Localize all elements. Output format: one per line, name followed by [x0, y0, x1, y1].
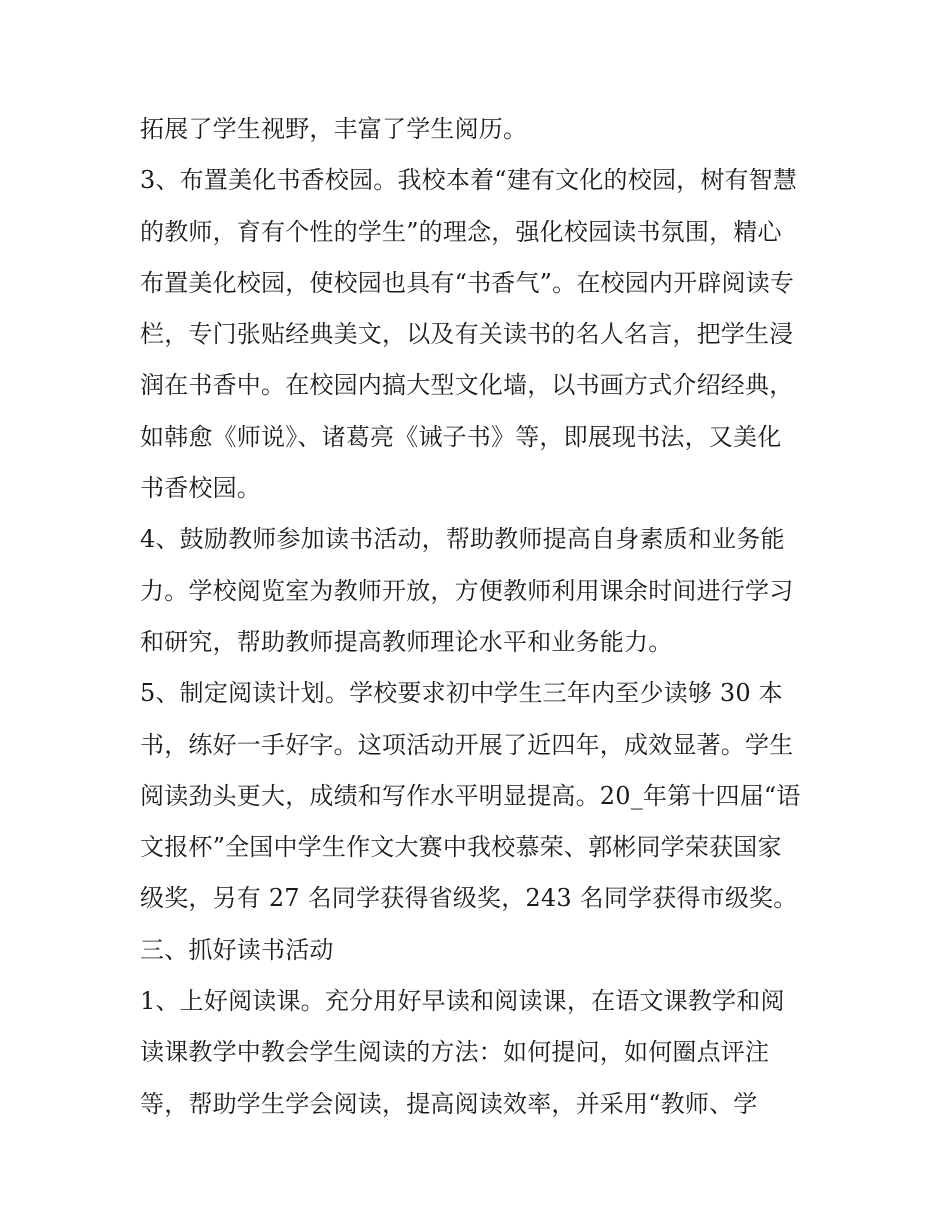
text-line: 栏，专门张贴经典美文，以及有关读书的名人名言，把学生浸 — [140, 320, 794, 349]
text-line: 等，帮助学生学会阅读，提高阅读效率，并采用“教师、学 — [140, 1089, 758, 1118]
text-line: 布置美化校园，使校园也具有“书香气”。在校园内开辟阅读专 — [140, 268, 795, 297]
section-heading: 三、抓好读书活动 — [140, 935, 334, 964]
text-line: 润在书香中。在校园内搞大型文化墙，以书画方式介绍经典， — [140, 371, 794, 400]
text-line: 书，练好一手好字。这项活动开展了近四年，成效显著。学生 — [140, 730, 794, 759]
text-line: 读课教学中教会学生阅读的方法：如何提问，如何圈点评注 — [140, 1038, 770, 1067]
text-line: 书香校园。 — [140, 474, 261, 503]
text-line: 级奖，另有 27 名同学获得省级奖，243 名同学获得市级奖。 — [140, 884, 798, 913]
text-line: 3、布置美化书香校园。我校本着“建有文化的校园，树有智慧 — [140, 166, 798, 195]
text-line: 5、制定阅读计划。学校要求初中学生三年内至少读够 30 本 — [140, 679, 783, 708]
text-line: 文报杯”全国中学生作文大赛中我校慕荣、郭彬同学荣获国家 — [140, 833, 782, 862]
text-line: 力。学校阅览室为教师开放，方便教师利用课余时间进行学习 — [140, 576, 794, 605]
text-line: 阅读劲头更大，成绩和写作水平明显提高。20_年第十四届“语 — [140, 781, 801, 810]
text-line: 4、鼓励教师参加读书活动，帮助教师提高自身素质和业务能 — [140, 525, 785, 554]
text-line: 拓展了学生视野，丰富了学生阅历。 — [140, 115, 528, 143]
text-line: 的教师，育有个性的学生”的理念，强化校园读书氛围，精心 — [140, 217, 782, 246]
document-body — [140, 104, 820, 1130]
text-line: 1、上好阅读课。充分用好早读和阅读课，在语文课教学和阅 — [140, 987, 785, 1016]
text-line: 如韩愈《师说》、诸葛亮《诫子书》等，即展现书法，又美化 — [140, 422, 782, 451]
text-line: 和研究，帮助教师提高教师理论水平和业务能力。 — [140, 627, 673, 656]
